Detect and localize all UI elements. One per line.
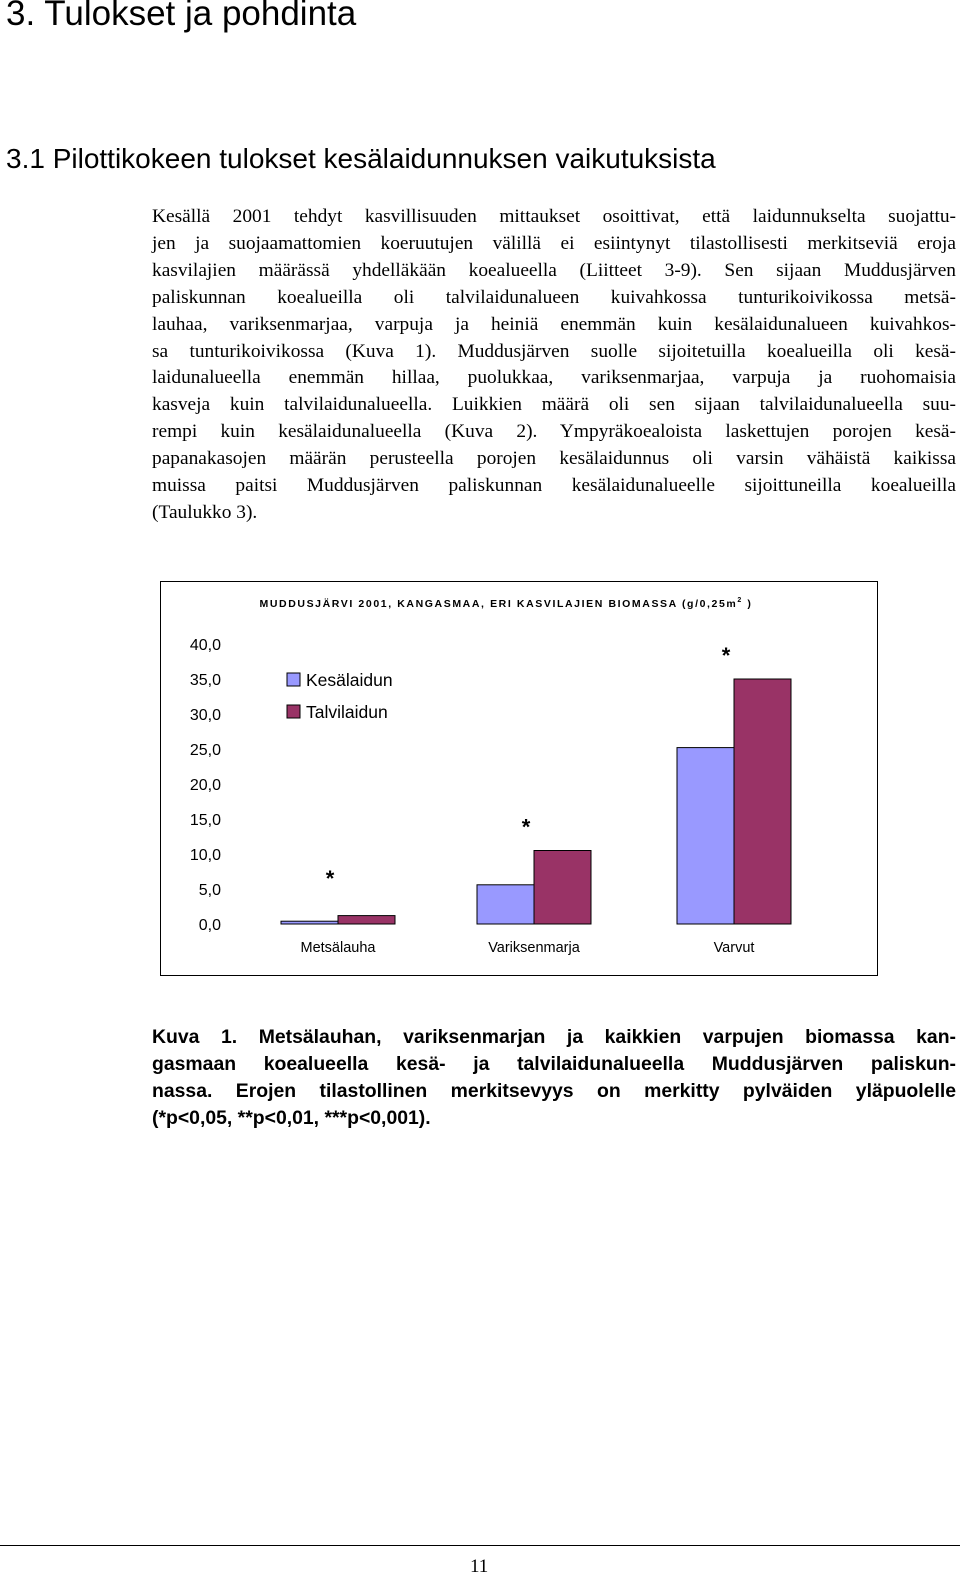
subsection-title: 3.1 Pilottikokeen tulokset kesälaidunnuksen vaikutuksista xyxy=(6,143,716,174)
legend-label: Kesälaidun xyxy=(306,670,393,690)
x-category-label: Varvut xyxy=(713,940,755,956)
paragraph-line: paliskunnan koealueilla oli talvilaidunalueen kuivahkossa tunturikoivikossa metsä- xyxy=(152,286,956,308)
significance-marker: * xyxy=(721,643,731,668)
y-tick-label: 30,0 xyxy=(189,707,221,724)
paragraph-line: lauhaa, variksenmarjaa, varpuja ja heiniä enemmän kuin kesälaidunalueen kuivahkos- xyxy=(152,313,956,335)
paragraph-line: jen ja suojaamattomien koeruutujen välillä ei esiintynyt tilastollisesti merkitseviä eroja xyxy=(152,232,956,254)
chart-title: MUDDUSJÄRVI 2001, KANGASMAA, ERI KASVILAJIEN BIOMASSA ($g/0,25m^2$ ) xyxy=(259,597,753,610)
caption-line: nassa. Erojen tilastollinen merkitsevyys on merkitty pylväiden yläpuolelle xyxy=(152,1080,956,1102)
y-tick-label: 10,0 xyxy=(189,847,221,864)
page-number: 11 xyxy=(470,1556,489,1577)
body-paragraph xyxy=(152,204,956,527)
y-tick-label: 35,0 xyxy=(189,672,221,689)
y-tick-label: 25,0 xyxy=(189,742,221,759)
chart-canvas xyxy=(161,582,877,975)
caption-line: Kuva 1. Metsälauhan, variksenmarjan ja kaikkien varpujen biomassa kan- xyxy=(152,1026,956,1048)
significance-marker: * xyxy=(325,866,335,891)
bar-talvilaidun-1 xyxy=(534,851,591,925)
paragraph-line: laidunalueella enemmän hillaa, puolukkaa, variksenmarjaa, varpuja ja ruohomaisia xyxy=(152,367,956,389)
bar-kesälaidun-1 xyxy=(477,885,534,924)
y-tick-label: 20,0 xyxy=(189,777,221,794)
legend-swatch-kesälaidun xyxy=(287,673,300,686)
paragraph-line: papanakasojen määrän perusteella porojen kesälaidunnus oli varsin vähäistä kaikissa xyxy=(152,448,956,470)
paragraph-line: rempi kuin kesälaidunalueella (Kuva 2). Ympyräkoealoista laskettujen porojen kesä- xyxy=(152,421,956,443)
legend-swatch-talvilaidun xyxy=(287,705,300,718)
x-category-label: Variksenmarja xyxy=(488,940,580,956)
paragraph-line: muissa paitsi Muddusjärven paliskunnan kesälaidunalueelle sijoittuneilla koealueilla xyxy=(152,475,956,497)
bar-kesälaidun-2 xyxy=(677,748,734,924)
paragraph-line: (Taulukko 3). xyxy=(152,501,258,523)
significance-marker: * xyxy=(521,814,531,840)
paragraph-line: Kesällä 2001 tehdyt kasvillisuuden mittaukset osoittivat, että laidunnukselta suojattu- xyxy=(152,206,956,227)
y-tick-label: 15,0 xyxy=(189,812,221,829)
bar-kesälaidun-0 xyxy=(281,921,338,924)
paragraph-line: kasveja kuin talvilaidunalueella. Luikkien määrä oli sen sijaan talvilaidunalueella suu- xyxy=(152,394,956,416)
footer-divider xyxy=(0,1545,960,1546)
figure-caption xyxy=(152,1024,956,1132)
biomass-chart xyxy=(160,581,878,976)
section-title: 3. Tulokset ja pohdinta xyxy=(6,0,357,33)
paragraph-line: kasvilajien määrässä yhdelläkään koealueella (Liitteet 3-9). Sen sijaan Muddusjärven xyxy=(152,259,956,281)
bar-talvilaidun-2 xyxy=(734,679,791,924)
caption-line: gasmaan koealueella kesä- ja talvilaidunalueella Muddusjärven paliskun- xyxy=(152,1053,956,1075)
legend-label: Talvilaidun xyxy=(306,702,388,722)
x-category-label: Metsälauha xyxy=(300,940,376,956)
y-tick-label: 5,0 xyxy=(198,882,221,899)
bar-talvilaidun-0 xyxy=(338,916,395,924)
caption-line: (*p<0,05, **p<0,01, ***p<0,001). xyxy=(152,1107,431,1129)
y-tick-label: 40,0 xyxy=(189,637,221,654)
y-tick-label: 0,0 xyxy=(198,917,221,934)
paragraph-line: sa tunturikoivikossa (Kuva 1). Muddusjärven suolle sijoitetuilla koealueilla oli kesä- xyxy=(152,340,956,362)
